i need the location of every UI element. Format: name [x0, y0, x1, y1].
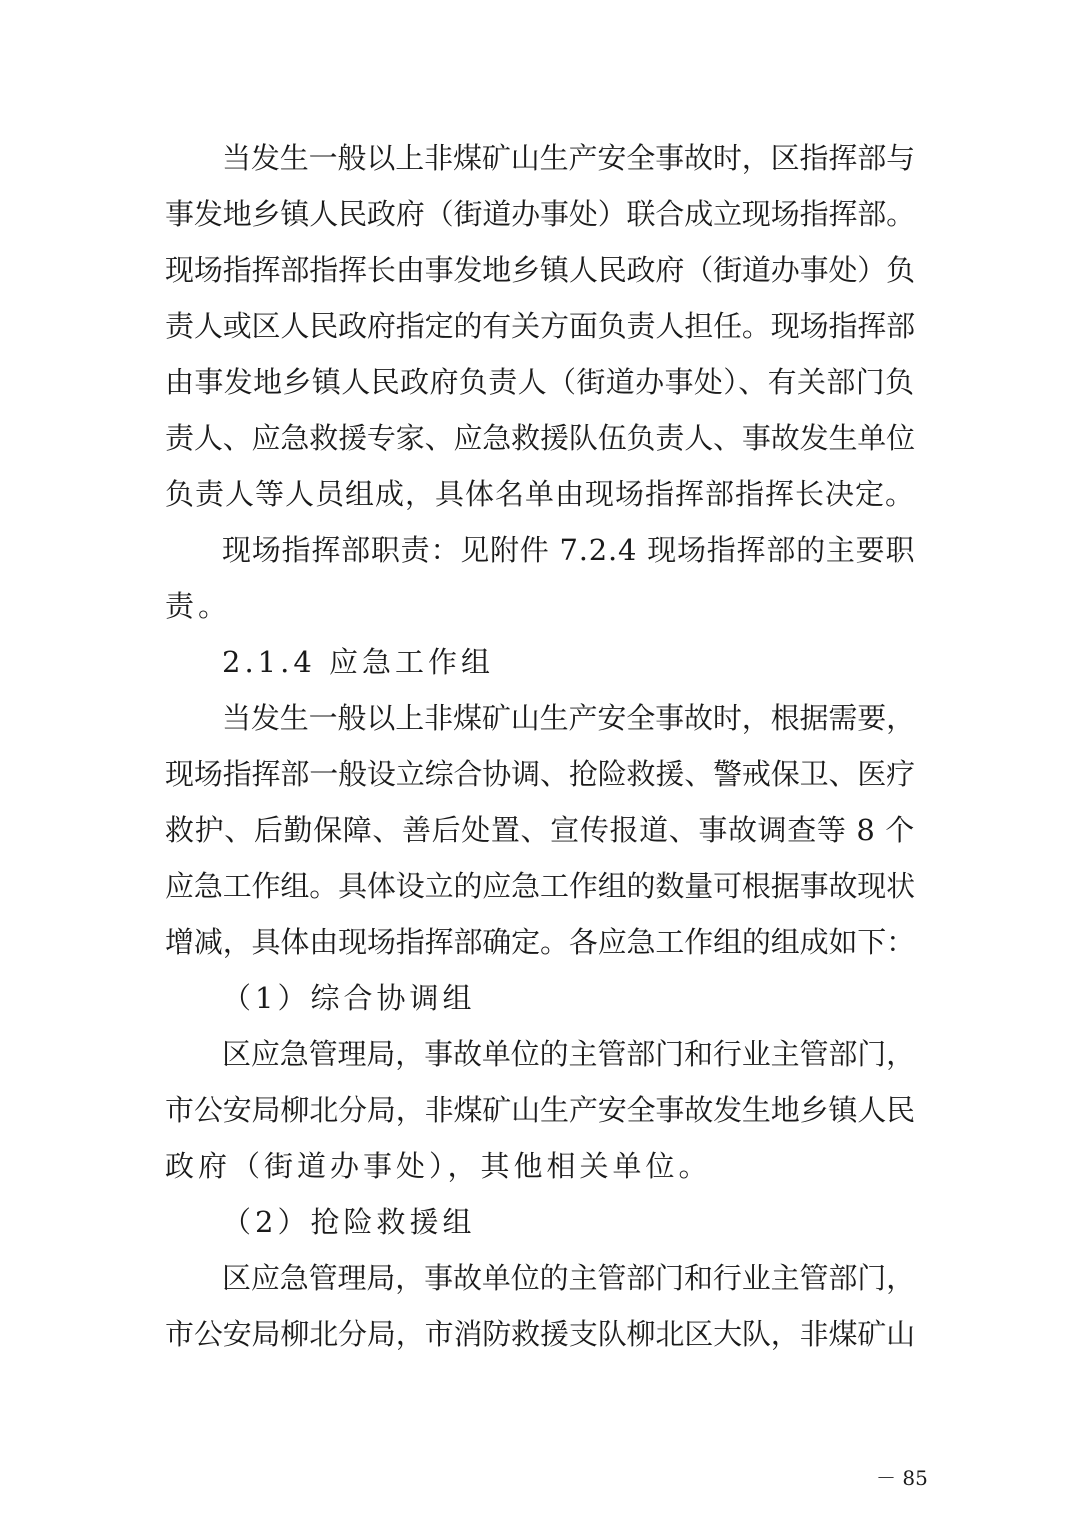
- section-heading-2-1-4: 2.1.4 应急工作组: [222, 645, 495, 679]
- paragraph-working-groups-line-4: 应急工作组。具体设立的应急工作组的数量可根据事故现状: [165, 869, 916, 903]
- paragraph-site-command-setup-line-2: 事发地乡镇人民政府（街道办事处）联合成立现场指挥部。: [165, 197, 916, 231]
- paragraph-coordination-group-line-3: 政府（街道办事处），其他相关单位。: [165, 1149, 712, 1183]
- paragraph-site-command-duties-line-1: 现场指挥部职责：见附件 7.2.4 现场指挥部的主要职: [222, 533, 916, 567]
- subheading-rescue-group: （2）抢险救援组: [222, 1205, 476, 1239]
- paragraph-working-groups-line-5: 增减，具体由现场指挥部确定。各应急工作组的组成如下：: [165, 925, 916, 959]
- paragraph-site-command-setup-line-4: 责人或区人民政府指定的有关方面负责人担任。现场指挥部: [165, 309, 916, 343]
- paragraph-working-groups-line-3: 救护、后勤保障、善后处置、宣传报道、事故调查等 8 个: [165, 813, 915, 847]
- paragraph-site-command-setup-line-6: 责人、应急救援专家、应急救援队伍负责人、事故发生单位: [165, 421, 916, 455]
- paragraph-site-command-setup-line-7: 负责人等人员组成，具体名单由现场指挥部指挥长决定。: [165, 477, 916, 511]
- paragraph-coordination-group-line-1: 区应急管理局，事故单位的主管部门和行业主管部门，: [222, 1037, 916, 1071]
- paragraph-site-command-setup-line-1: 当发生一般以上非煤矿山生产安全事故时，区指挥部与: [222, 141, 916, 175]
- paragraph-coordination-group-line-2: 市公安局柳北分局，非煤矿山生产安全事故发生地乡镇人民: [165, 1093, 916, 1127]
- paragraph-working-groups-line-1: 当发生一般以上非煤矿山生产安全事故时，根据需要，: [222, 701, 916, 735]
- subheading-coordination-group: （1）综合协调组: [222, 981, 476, 1015]
- paragraph-rescue-group-line-2: 市公安局柳北分局，市消防救援支队柳北区大队，非煤矿山: [165, 1317, 916, 1351]
- paragraph-site-command-duties-line-2: 责。: [165, 589, 232, 623]
- paragraph-rescue-group-line-1: 区应急管理局，事故单位的主管部门和行业主管部门，: [222, 1261, 916, 1295]
- paragraph-working-groups-line-2: 现场指挥部一般设立综合协调、抢险救援、警戒保卫、医疗: [165, 757, 916, 791]
- paragraph-site-command-setup-line-3: 现场指挥部指挥长由事发地乡镇人民政府（街道办事处）负: [165, 253, 916, 287]
- paragraph-site-command-setup-line-5: 由事发地乡镇人民政府负责人（街道办事处）、有关部门负: [165, 365, 915, 399]
- page-number: － 85: [876, 1466, 928, 1490]
